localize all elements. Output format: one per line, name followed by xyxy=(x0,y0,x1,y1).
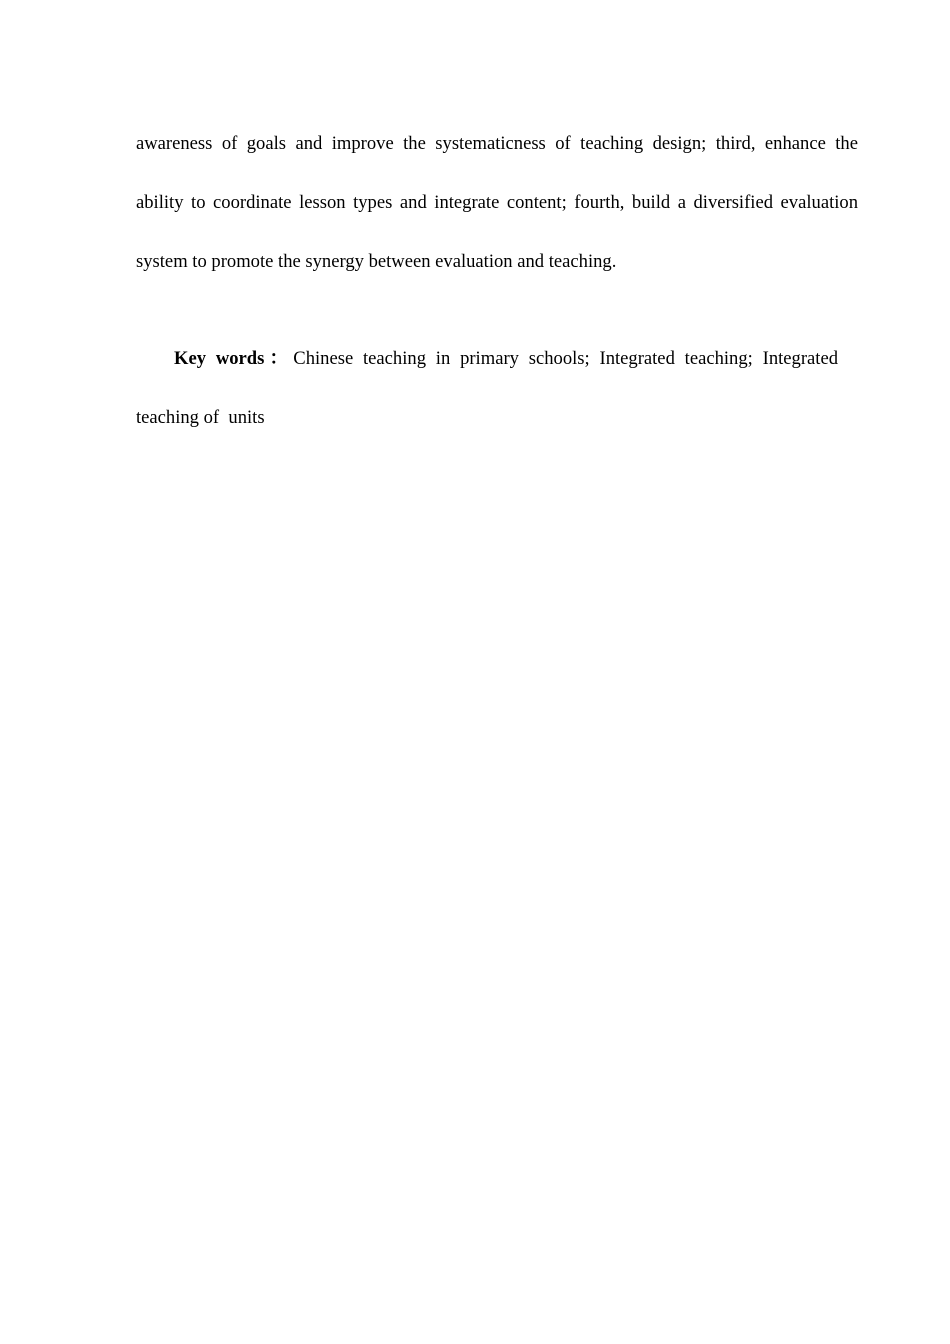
keywords-second-line: teaching of units xyxy=(136,407,265,428)
keywords-paragraph xyxy=(136,329,858,447)
abstract-line: awareness of goals and improve the systematicness of teaching design; third, enhance the xyxy=(136,133,858,154)
abstract-line: system to promote the synergy between evaluation and teaching. xyxy=(136,251,617,272)
keywords-text: Chinese teaching in primary schools; Integrated teaching; Integrated xyxy=(293,348,838,369)
keywords-first-line xyxy=(136,329,858,388)
keywords-label: Key words： xyxy=(174,348,294,369)
abstract-paragraph xyxy=(136,114,858,291)
abstract-line: ability to coordinate lesson types and integrate content; fourth, build a diversified evaluation xyxy=(136,192,858,213)
